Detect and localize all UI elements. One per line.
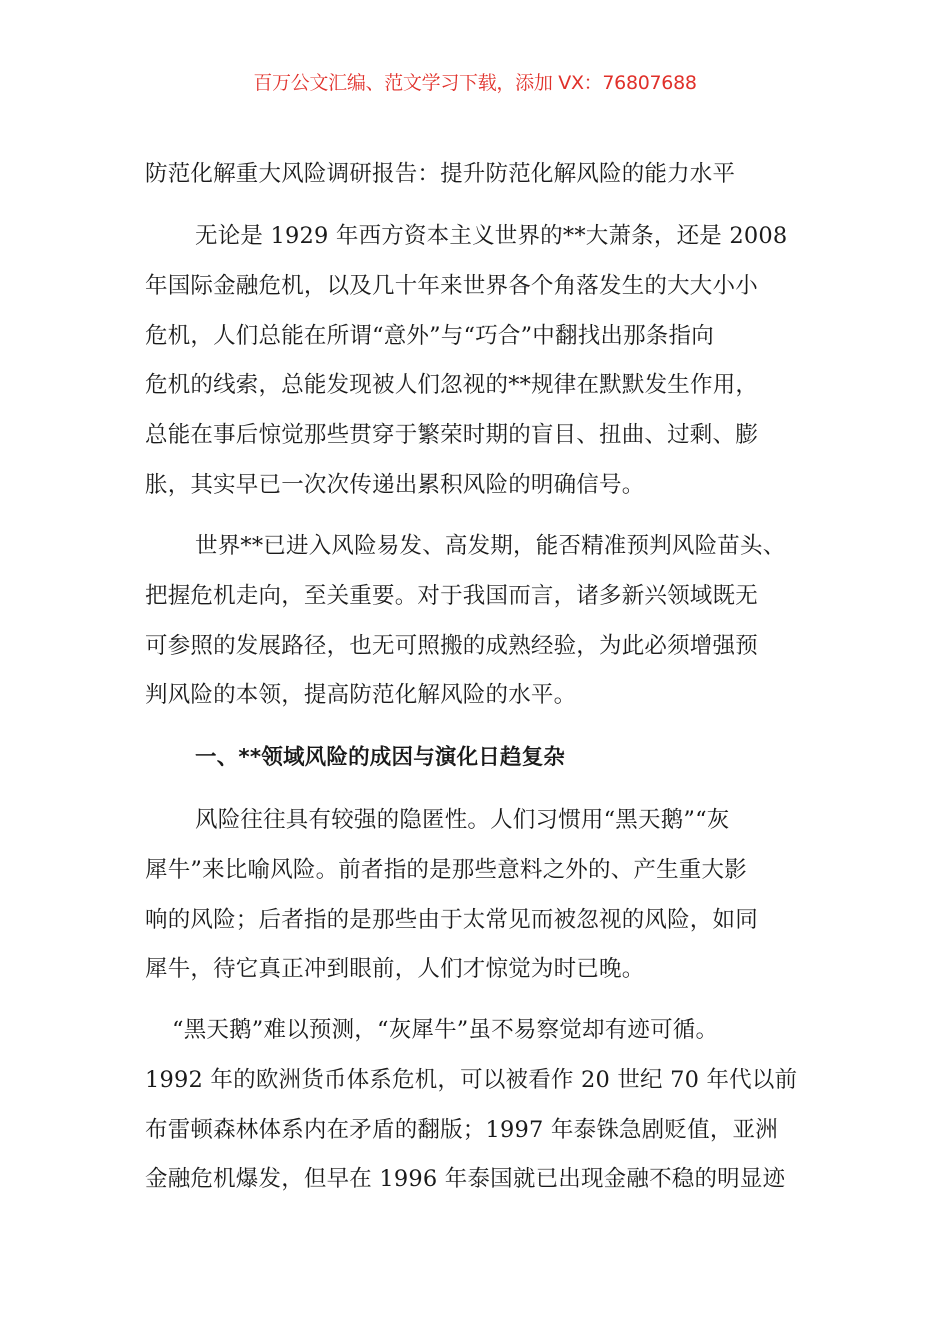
paragraph-line: 年国际金融危机，以及几十年来世界各个角落发生的大大小小 — [145, 272, 758, 299]
paragraph-line: 犀牛”来比喻风险。前者指的是那些意料之外的、产生重大影 — [145, 856, 747, 883]
section-heading: 一、**领域风险的成因与演化日趋复杂 — [195, 745, 566, 770]
paragraph-line: “黑天鹅”难以预测，“灰犀牛”虽不易察觉却有迹可循。 — [172, 1017, 719, 1043]
paragraph-line: 危机的线索，总能发现被人们忽视的**规律在默默发生作用， — [145, 372, 759, 399]
document-title: 防范化解重大风险调研报告：提升防范化解风险的能力水平 — [145, 161, 736, 187]
paragraph-line: 总能在事后惊觉那些贯穿于繁荣时期的盲目、扭曲、过剩、膨 — [145, 422, 758, 449]
paragraph-line: 判风险的本领，提高防范化解风险的水平。 — [145, 682, 577, 709]
paragraph-line: 危机，人们总能在所谓“意外”与“巧合”中翻找出那条指向 — [145, 322, 714, 349]
paragraph-line: 布雷顿森林体系内在矛盾的翻版；1997 年泰铢急剧贬值，亚洲 — [145, 1116, 778, 1143]
paragraph-line: 金融危机爆发，但早在 1996 年泰国就已出现金融不稳的明显迹 — [145, 1166, 786, 1193]
watermark-banner: 百万公文汇编、范文学习下载，添加 VX：76807688 — [253, 72, 697, 94]
paragraph-line: 胀，其实早已一次次传递出累积风险的明确信号。 — [145, 472, 645, 498]
paragraph-line: 世界**已进入风险易发、高发期，能否精准预判风险苗头、 — [195, 533, 786, 559]
paragraph-line: 无论是 1929 年西方资本主义世界的**大萧条，还是 2008 — [195, 223, 788, 249]
paragraph-line: 风险往往具有较强的隐匿性。人们习惯用“黑天鹅”“灰 — [195, 807, 730, 833]
paragraph-line: 可参照的发展路径，也无可照搬的成熟经验，为此必须增强预 — [145, 632, 758, 659]
paragraph-line: 1992 年的欧洲货币体系危机，可以被看作 20 世纪 70 年代以前 — [145, 1066, 798, 1093]
paragraph-line: 犀牛，待它真正冲到眼前，人们才惊觉为时已晚。 — [145, 956, 645, 983]
paragraph-line: 把握危机走向，至关重要。对于我国而言，诸多新兴领域既无 — [145, 582, 758, 609]
paragraph-line: 响的风险；后者指的是那些由于太常见而被忽视的风险，如同 — [145, 906, 758, 933]
